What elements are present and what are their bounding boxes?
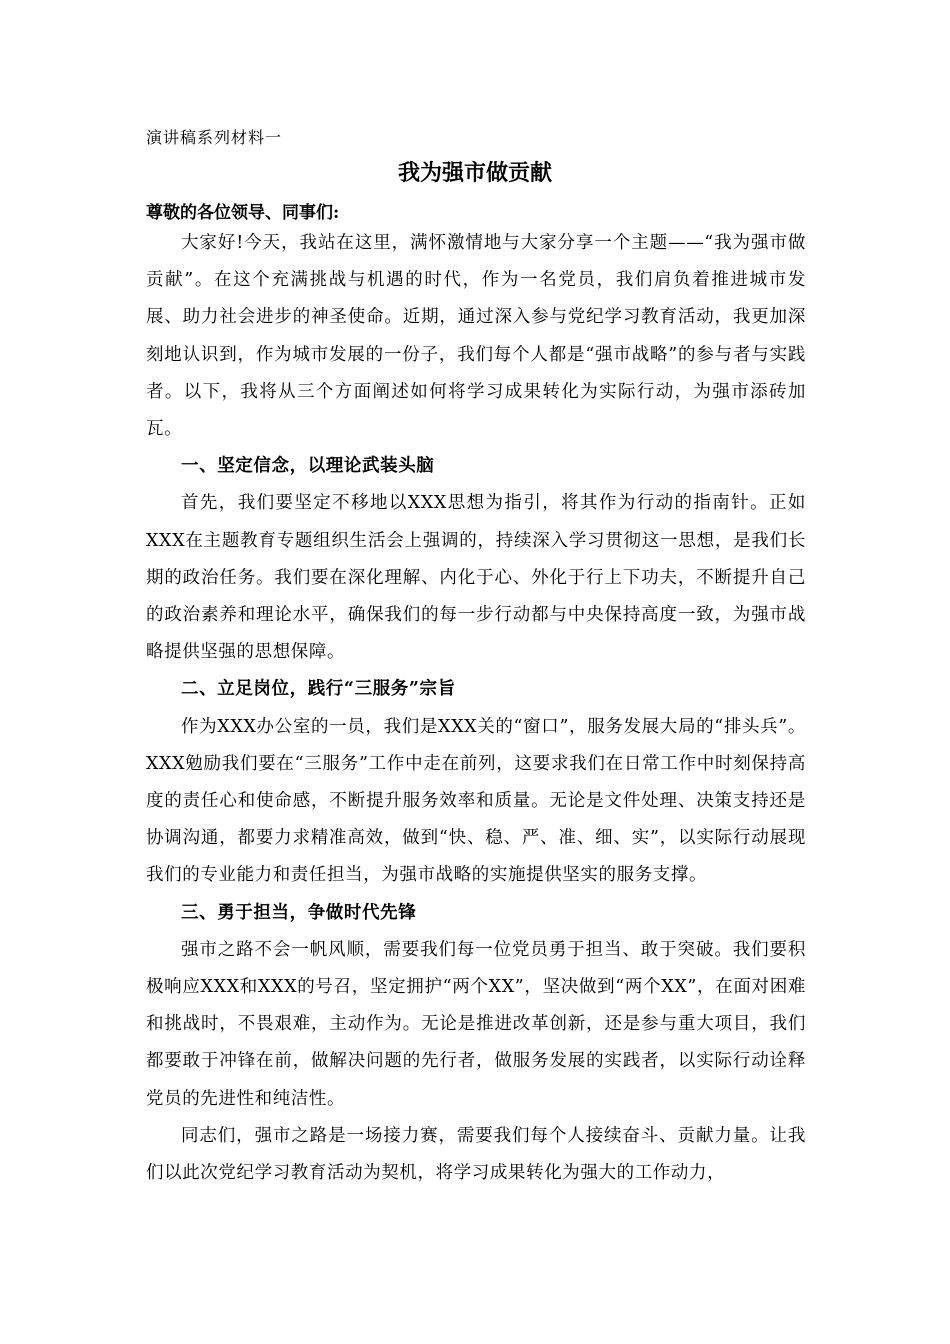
section-heading-3: 三、勇于担当，争做时代先锋	[181, 902, 417, 923]
intro-paragraph: 大家好!今天，我站在这里，满怀激情地与大家分享一个主题——“我为强市做贡献”。在这个充满挑战与机遇的时代，作为一名党员，我们肩负着推进城市发展、助力社会进步的神圣使命。近期，通过深入参与党纪学习教育活动，我更加深刻地认识到，作为城市发展的一份子，我们每个人都是“强市战略”的参与者与实践者。以下，我将从三个方面阐述如何将学习成果转化为实际行动，为强市添砖加瓦。	[146, 233, 806, 440]
section-paragraph-3: 强市之路不会一帆风顺，需要我们每一位党员勇于担当、敢于突破。我们要积极响应XXX和XXX的号召，坚定拥护“两个XX”，坚决做到“两个XX”，在面对困难和挑战时，不畏艰难，主动作为。无论是推进改革创新，还是参与重大项目，我们都要敢于冲锋在前，做解决问题的先行者，做服务发展的实践者，以实际行动诠释党员的先进性和纯洁性。	[146, 939, 806, 1109]
section-paragraph-1: 首先，我们要坚定不移地以XXX思想为指引，将其作为行动的指南针。正如XXX在主题教育专题组织生活会上强调的，持续深入学习贯彻这一思想，是我们长期的政治任务。我们要在深化理解、内化于心、外化于行上下功夫，不断提升自己的政治素养和理论水平，确保我们的每一步行动都与中央保持高度一致，为强市战略提供坚强的思想保障。	[146, 493, 806, 663]
section-paragraph-2: 作为XXX办公室的一员，我们是XXX关的“窗口”，服务发展大局的“排头兵”。XXX勉励我们要在“三服务”工作中走在前列，这要求我们在日常工作中时刻保持高度的责任心和使命感，不断提升服务效率和质量。无论是文件处理、决策支持还是协调沟通，都要力求精准高效，做到“快、稳、严、准、细、实”，以实际行动展现我们的专业能力和责任担当，为强市战略的实施提供坚实的服务支撑。	[146, 716, 806, 886]
section-heading-2: 二、立足岗位，践行“三服务”宗旨	[181, 679, 456, 700]
closing-paragraph: 同志们，强市之路是一场接力赛，需要我们每个人接续奋斗、贡献力量。让我们以此次党纪学习教育活动为契机，将学习成果转化为强大的工作动力，	[146, 1125, 806, 1184]
series-label: 演讲稿系列材料一	[146, 128, 283, 147]
document-title: 我为强市做贡献	[397, 160, 552, 186]
salutation: 尊敬的各位领导、同事们:	[146, 203, 340, 223]
section-heading-1: 一、坚定信念，以理论武装头脑	[181, 456, 435, 477]
document-body	[146, 225, 806, 1192]
